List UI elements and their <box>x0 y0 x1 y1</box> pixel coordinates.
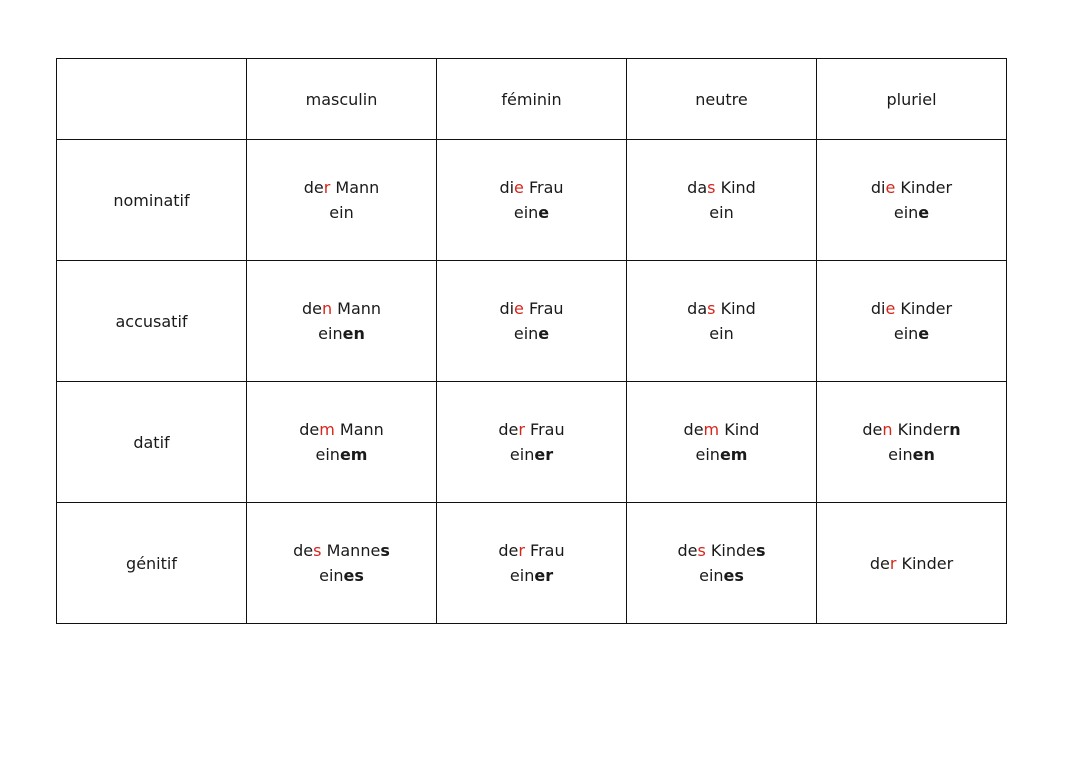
indef-stem: ein <box>509 445 535 464</box>
indef-stem: ein <box>893 324 919 343</box>
noun: Frau <box>523 178 564 197</box>
article-stem: di <box>870 299 886 318</box>
form-cell <box>817 261 1007 382</box>
article-stem: de <box>683 420 704 439</box>
indef-ending: es <box>343 566 364 585</box>
indef-ending: er <box>534 445 554 464</box>
indefinite-form <box>247 200 436 225</box>
form-cell <box>247 382 437 503</box>
definite-form <box>437 296 626 321</box>
indefinite-form <box>817 442 1006 467</box>
indefinite-form <box>247 321 436 346</box>
definite-form <box>437 175 626 200</box>
noun-ending: s <box>380 541 390 560</box>
case-label: génitif <box>57 503 247 624</box>
article-ending: r <box>323 178 331 197</box>
definite-form <box>437 538 626 563</box>
article-ending: s <box>313 541 322 560</box>
definite-form <box>817 296 1006 321</box>
indefinite-form <box>247 563 436 588</box>
indef-stem: ein <box>709 203 734 222</box>
definite-form <box>627 175 816 200</box>
indef-ending: e <box>538 203 550 222</box>
definite-form <box>247 538 436 563</box>
article-stem: de <box>677 541 698 560</box>
article-stem: da <box>687 299 708 318</box>
article-ending: e <box>514 299 524 318</box>
noun: Kind <box>715 178 756 197</box>
indef-ending: e <box>918 203 930 222</box>
indef-stem: ein <box>513 324 539 343</box>
indefinite-form <box>627 321 816 346</box>
indef-stem: ein <box>319 566 344 585</box>
article-stem: di <box>499 178 515 197</box>
column-header-feminin: féminin <box>437 59 627 140</box>
article-stem: de <box>498 420 519 439</box>
header-row <box>57 59 1007 140</box>
indef-stem: ein <box>888 445 913 464</box>
indef-stem: ein <box>318 324 343 343</box>
noun: Manne <box>321 541 381 560</box>
noun: Kinder <box>896 553 954 573</box>
article-ending: m <box>319 420 335 439</box>
indef-ending: es <box>723 566 744 585</box>
article-ending: r <box>518 420 525 439</box>
indefinite-form <box>437 200 626 225</box>
case-label: accusatif <box>57 261 247 382</box>
form-cell <box>247 503 437 624</box>
article-ending: s <box>707 178 716 197</box>
noun-ending: n <box>949 420 961 439</box>
noun-ending: s <box>755 541 766 560</box>
indefinite-form <box>437 442 626 467</box>
column-header-neutre: neutre <box>627 59 817 140</box>
form-cell <box>817 503 1007 624</box>
indefinite-form <box>627 200 816 225</box>
definite-form <box>817 417 1006 442</box>
case-row-datif <box>57 382 1007 503</box>
form-cell <box>817 140 1007 261</box>
indef-stem: ein <box>513 203 539 222</box>
indef-ending: em <box>339 445 368 464</box>
article-ending: s <box>697 541 706 560</box>
article-ending: n <box>321 299 333 318</box>
indefinite-form <box>247 442 436 467</box>
indef-stem: ein <box>699 566 724 585</box>
indef-stem: ein <box>893 203 919 222</box>
form-cell <box>247 261 437 382</box>
indefinite-form <box>437 563 626 588</box>
indef-ending: e <box>538 324 550 343</box>
declension-table <box>56 58 1007 624</box>
noun: Mann <box>334 420 384 439</box>
indef-ending: en <box>342 324 365 343</box>
definite-form <box>627 296 816 321</box>
indef-ending: e <box>918 324 930 343</box>
indef-stem: ein <box>509 566 535 585</box>
article-ending: n <box>882 420 893 439</box>
article-stem: de <box>869 553 890 573</box>
definite-form <box>247 175 436 200</box>
column-header-masculin: masculin <box>247 59 437 140</box>
indefinite-form <box>627 563 816 588</box>
corner-cell <box>57 59 247 140</box>
indef-ending: er <box>534 566 554 585</box>
article-stem: da <box>687 178 708 197</box>
indefinite-form <box>817 321 1006 346</box>
form-cell <box>437 261 627 382</box>
case-label: datif <box>57 382 247 503</box>
article-stem: de <box>299 420 320 439</box>
indef-stem: ein <box>709 324 734 343</box>
definite-form <box>437 417 626 442</box>
form-cell <box>627 261 817 382</box>
case-label: nominatif <box>57 140 247 261</box>
article-stem: di <box>870 178 886 197</box>
article-stem: de <box>293 541 314 560</box>
indefinite-form <box>627 442 816 467</box>
definite-form <box>247 296 436 321</box>
noun: Kinder <box>895 299 953 318</box>
indefinite-form <box>817 200 1006 225</box>
form-cell <box>627 503 817 624</box>
form-cell <box>437 503 627 624</box>
noun: Kinder <box>895 178 953 197</box>
case-row-genitif <box>57 503 1007 624</box>
noun: Kind <box>715 299 756 318</box>
form-cell <box>627 382 817 503</box>
noun: Frau <box>524 541 565 560</box>
form-cell <box>817 382 1007 503</box>
form-cell <box>627 140 817 261</box>
article-stem: de <box>303 178 324 197</box>
indef-ending: em <box>719 445 748 464</box>
definite-form <box>627 538 816 563</box>
indef-stem: ein <box>315 445 340 464</box>
article-stem: de <box>862 420 883 439</box>
definite-form <box>817 175 1006 200</box>
indef-ending: en <box>912 445 935 464</box>
case-row-nominatif <box>57 140 1007 261</box>
article-ending: e <box>885 178 896 197</box>
noun: Frau <box>524 420 565 439</box>
indef-stem: ein <box>329 203 354 222</box>
article-ending: m <box>703 420 720 439</box>
definite-form <box>627 417 816 442</box>
article-ending: e <box>514 178 524 197</box>
article-ending: r <box>889 553 897 573</box>
article-stem: de <box>301 299 322 318</box>
article-ending: s <box>707 299 716 318</box>
definite-form <box>247 417 436 442</box>
column-header-pluriel: pluriel <box>817 59 1007 140</box>
indefinite-form <box>437 321 626 346</box>
form-cell <box>437 382 627 503</box>
article-stem: de <box>498 541 519 560</box>
noun: Kinder <box>892 420 950 439</box>
noun: Kind <box>719 420 760 439</box>
noun: Kinde <box>705 541 756 560</box>
definite-form <box>817 551 1006 576</box>
noun: Frau <box>523 299 564 318</box>
article-stem: di <box>499 299 515 318</box>
form-cell <box>437 140 627 261</box>
noun: Mann <box>332 299 382 318</box>
article-ending: r <box>518 541 525 560</box>
article-ending: e <box>885 299 896 318</box>
case-row-accusatif <box>57 261 1007 382</box>
form-cell <box>247 140 437 261</box>
indef-stem: ein <box>695 445 720 464</box>
noun: Mann <box>330 178 380 197</box>
